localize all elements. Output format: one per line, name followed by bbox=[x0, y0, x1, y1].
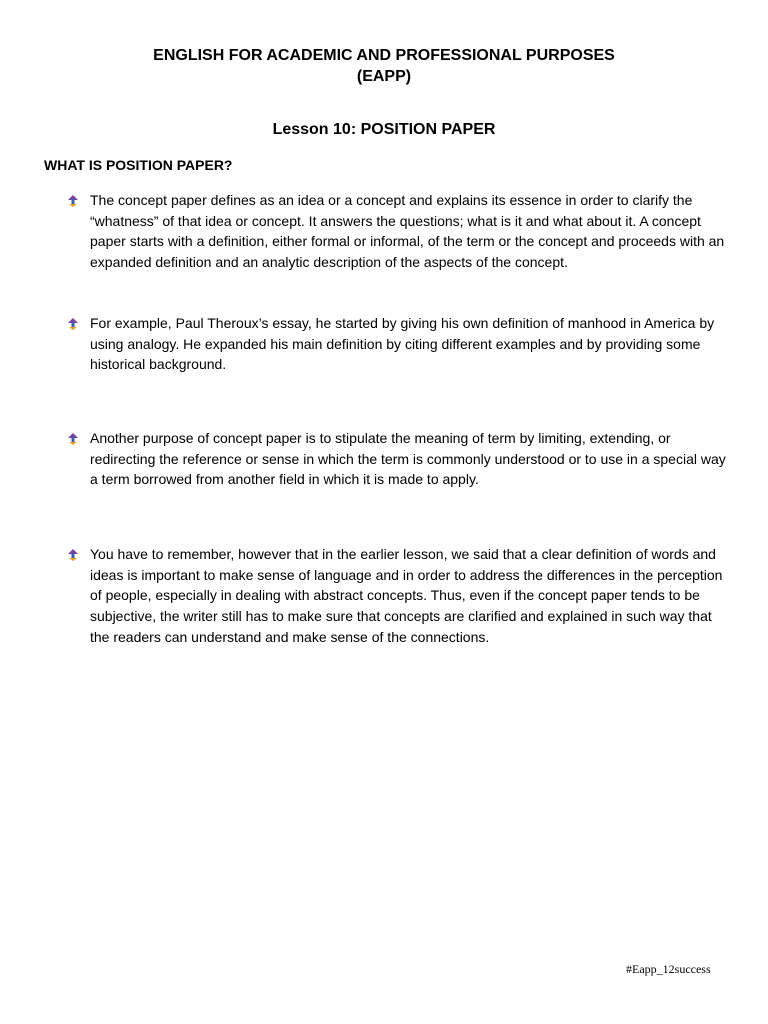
lesson-title: Lesson 10: POSITION PAPER bbox=[272, 121, 496, 138]
bullet-text: For example, Paul Theroux’s essay, he started by giving his own definition of manhood in America by using analogy. He expanded his main definition by citing different examples and by providing some historical background. bbox=[90, 315, 715, 373]
arrow-bullet-icon bbox=[66, 194, 80, 208]
arrow-bullet-icon bbox=[66, 432, 80, 446]
bullet-text: You have to remember, however that in the earlier lesson, we said that a clear definition of words and ideas is important to make sense of language and in order to address the differences in the perception of people, especially in dealing with abstract concepts. Thus, even if the concept paper tends to be subjective, the writer still has to make sure that concepts are clarified and explained in such way that the readers can understand and make sense of the connections. bbox=[90, 546, 723, 645]
document-subtitle: (EAPP) bbox=[356, 68, 412, 85]
arrow-bullet-icon bbox=[66, 548, 80, 562]
arrow-bullet-icon bbox=[66, 317, 80, 331]
bullet-text: Another purpose of concept paper is to stipulate the meaning of term by limiting, extending, or redirecting the reference or sense in which the term is commonly understood or to use in a special way a term borrowed from another field in which it is made to apply. bbox=[90, 430, 726, 488]
section-heading: WHAT IS POSITION PAPER? bbox=[44, 157, 233, 173]
document-title: ENGLISH FOR ACADEMIC AND PROFESSIONAL PURPOSES bbox=[153, 47, 615, 64]
bullet-text: The concept paper defines as an idea or a concept and explains its essence in order to clarify the “whatness” of that idea or concept. It answers the questions; what is it and what about it. A concept paper starts with a definition, either formal or informal, of the term or the concept and proceeds with an expanded definition and an analytic description of the aspects of the concept. bbox=[90, 192, 725, 271]
footer-hashtag: #Eapp_12success bbox=[626, 962, 711, 976]
